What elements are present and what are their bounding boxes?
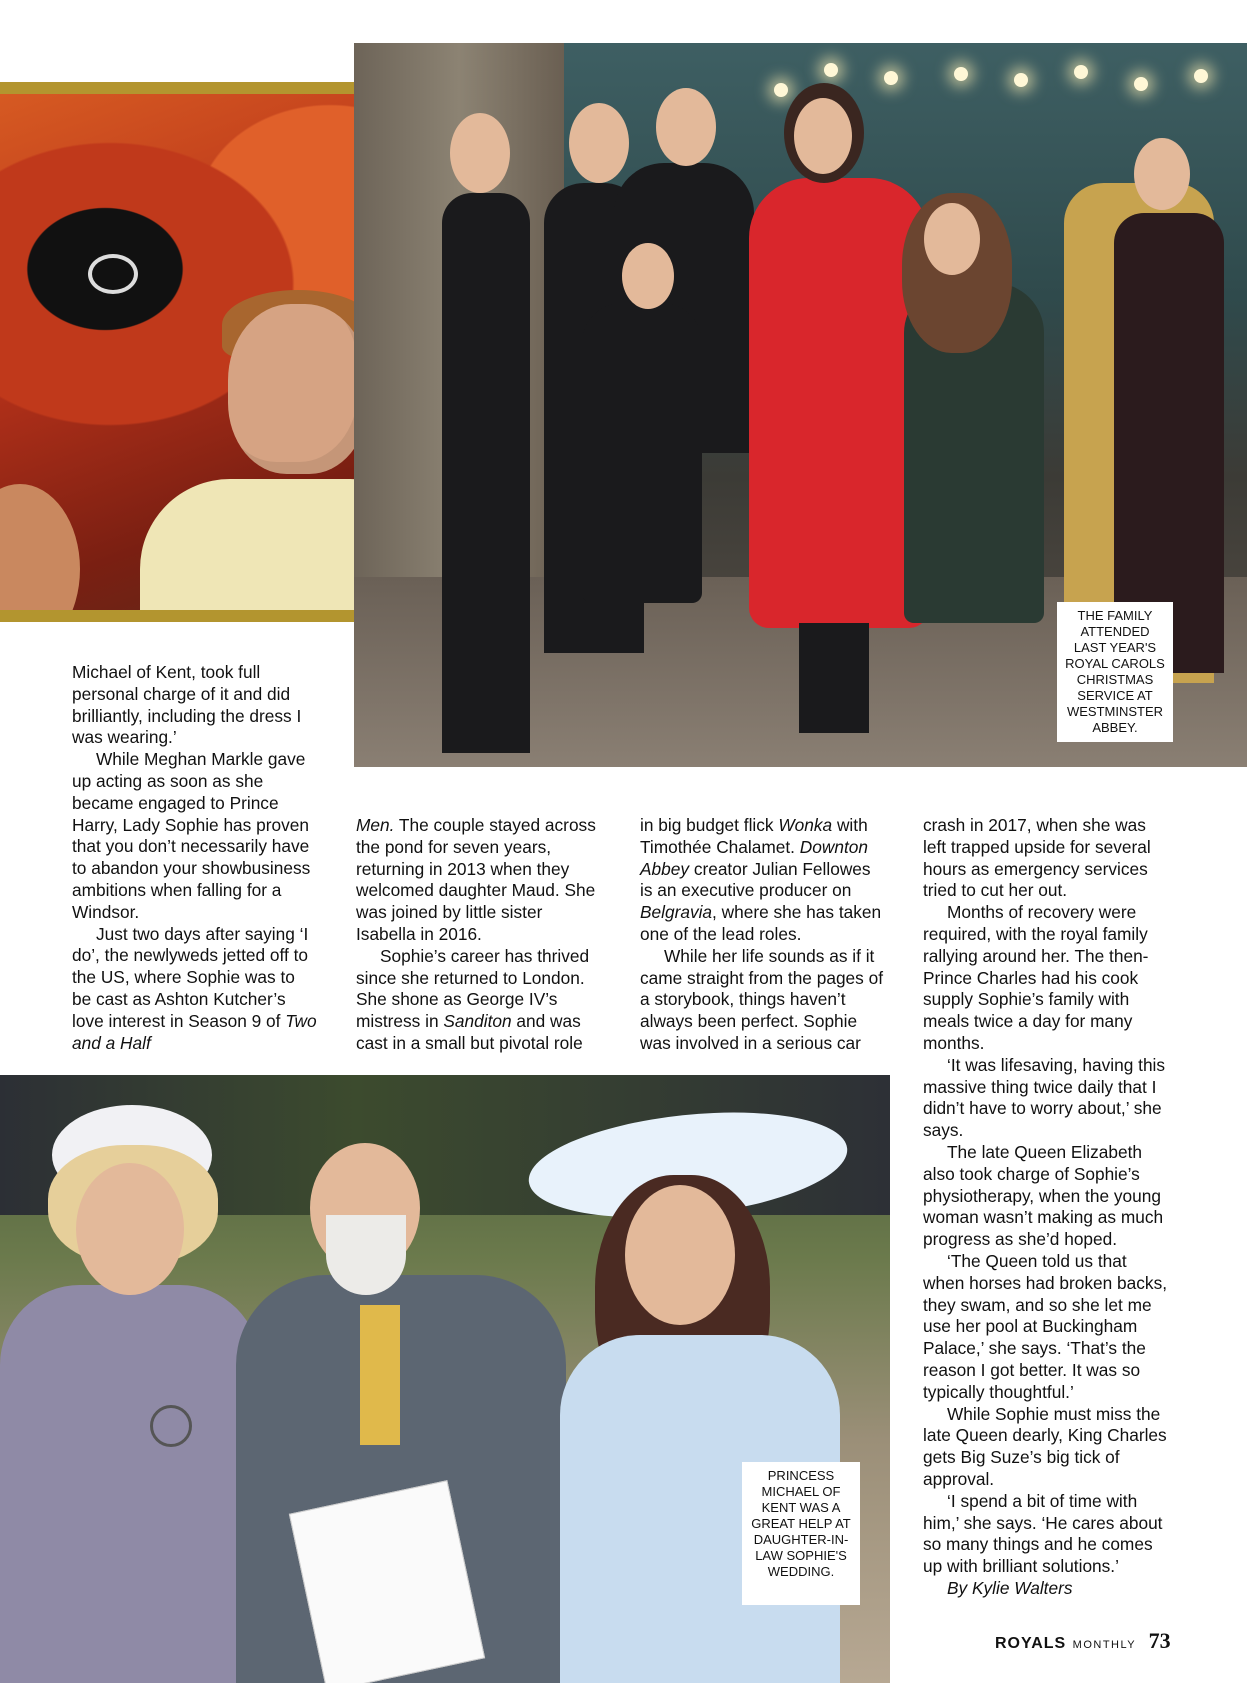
show-title: Men. bbox=[356, 815, 395, 835]
page-footer bbox=[995, 1628, 1195, 1654]
paragraph-text: with Timothée Chalamet. bbox=[640, 815, 868, 857]
family-photo-clergy-head bbox=[1134, 138, 1190, 210]
article-column-3 bbox=[640, 815, 886, 1055]
family-photo-officer bbox=[442, 193, 530, 753]
article-column-1 bbox=[72, 662, 318, 1054]
magazine-brand: ROYALS bbox=[995, 1635, 1067, 1652]
paragraph: Michael of Kent, took full personal charge of it and did brilliantly, including the dress I was wearing.’ bbox=[72, 662, 302, 748]
family-photo-man-2-head bbox=[656, 88, 716, 166]
show-title: Downton Abbey bbox=[640, 836, 868, 879]
family-photo-woman-head bbox=[794, 98, 852, 174]
film-title: Wonka bbox=[778, 815, 833, 835]
wedding-photo-caption: PRINCESS MICHAEL OF KENT WAS A GREAT HELP AT DAUGHTER-IN- LAW SOPHIE'S WEDDING. bbox=[742, 1462, 860, 1605]
show-title: Two and a Half bbox=[72, 1010, 317, 1053]
wedding-photo-brooch bbox=[150, 1405, 192, 1447]
paragraph: While Meghan Markle gave up acting as soon as she became engaged to Prince Harry, Lady Sophie has proven that you don’t necessarily have to abandon your showbusiness ambitions when falling for a Windsor. bbox=[72, 749, 311, 922]
paragraph-text: The couple stayed across the pond for seven years, returning in 2013 when they welcomed daughter Maud. She was joined by little sister Isabella in 2016. bbox=[356, 815, 596, 944]
article-column-4 bbox=[923, 815, 1169, 1600]
family-photo-caption: THE FAMILY ATTENDED LAST YEAR'S ROYAL CAROLS CHRISTMAS SERVICE AT WESTMINSTER ABBEY. bbox=[1057, 602, 1173, 742]
magazine-subtitle: MONTHLY bbox=[1072, 1639, 1137, 1651]
wedding-photo-prince-tie bbox=[360, 1305, 400, 1445]
family-photo-child-2-head bbox=[924, 203, 980, 275]
wedding-photo-princess-coat bbox=[0, 1285, 260, 1683]
paragraph: While her life sounds as if it came straight from the pages of a storybook, things haven’t always been perfect. Sophie was involved in a serious car bbox=[640, 945, 884, 1053]
inset-photo-shoulder bbox=[0, 484, 80, 610]
paragraph bbox=[356, 815, 602, 946]
byline: By Kylie Walters bbox=[947, 1577, 1073, 1598]
wedding-photo-prince-beard bbox=[326, 1215, 406, 1295]
family-photo-officer-head bbox=[450, 113, 510, 193]
family-photo-child-1-head bbox=[622, 243, 674, 309]
wedding-photo-sophie-face bbox=[625, 1185, 735, 1325]
wedding-photo-princess-face bbox=[76, 1163, 184, 1295]
family-photo-child-1 bbox=[582, 303, 702, 603]
paragraph-text: and was cast in a small but pivotal role bbox=[356, 1011, 583, 1053]
family-photo-woman-boots bbox=[799, 623, 869, 733]
family-photo-woman-red-coat bbox=[749, 178, 929, 628]
paragraph-text: Just two days after saying ‘I do’, the newlyweds jetted off to the US, where Sophie was to be cast as Ashton Kutcher’s love interest in Season 9 of bbox=[72, 923, 309, 1031]
article-column-2 bbox=[356, 815, 602, 1055]
inset-photo-face bbox=[228, 304, 368, 474]
family-photo-man-1-head bbox=[569, 103, 629, 183]
paragraph-text: Sophie’s career has thrived since she returned to London. She shone as George IV’s mistress in bbox=[356, 945, 590, 1032]
paragraph: ‘I spend a bit of time with him,’ she says. ‘He cares about so many things and he comes up with brilliant solutions.’ bbox=[923, 1490, 1163, 1577]
paragraph-text: , where she has taken one of the lead roles. bbox=[640, 902, 882, 944]
paragraph-text: in big budget flick bbox=[640, 815, 779, 835]
paragraph: ‘It was lifesaving, having this massive thing twice daily that I didn’t have to worry about,’ she says. bbox=[923, 1054, 1166, 1141]
paragraph-text: creator Julian Fellowes is an executive producer on bbox=[640, 858, 871, 901]
paragraph bbox=[72, 924, 318, 1055]
page-number: 73 bbox=[1148, 1628, 1171, 1653]
paragraph: The late Queen Elizabeth also took charge of Sophie’s physiotherapy, when the young woman wasn’t making as much progress as she’d hoped. bbox=[923, 1141, 1164, 1250]
paragraph: crash in 2017, when she was left trapped upside for several hours as emergency services tried to cut her out. bbox=[923, 815, 1151, 901]
paragraph: ‘The Queen told us that when horses had broken backs, they swam, and so she let me use her pool at Buckingham Palace,’ she says. ‘That’s the reason I got better. It was so typically thoughtful.’ bbox=[923, 1250, 1168, 1402]
inset-photo-pattern bbox=[88, 254, 138, 294]
show-title: Belgravia bbox=[640, 902, 713, 923]
paragraph: While Sophie must miss the late Queen dearly, King Charles gets Big Suze’s big tick of approval. bbox=[923, 1403, 1167, 1489]
paragraph: Months of recovery were required, with the royal family rallying around her. The then-Prince Charles had his cook supply Sophie’s family with meals twice a day for many months. bbox=[923, 902, 1149, 1053]
paragraph bbox=[640, 815, 886, 946]
show-title: Sanditon bbox=[443, 1011, 512, 1032]
paragraph bbox=[356, 946, 602, 1055]
